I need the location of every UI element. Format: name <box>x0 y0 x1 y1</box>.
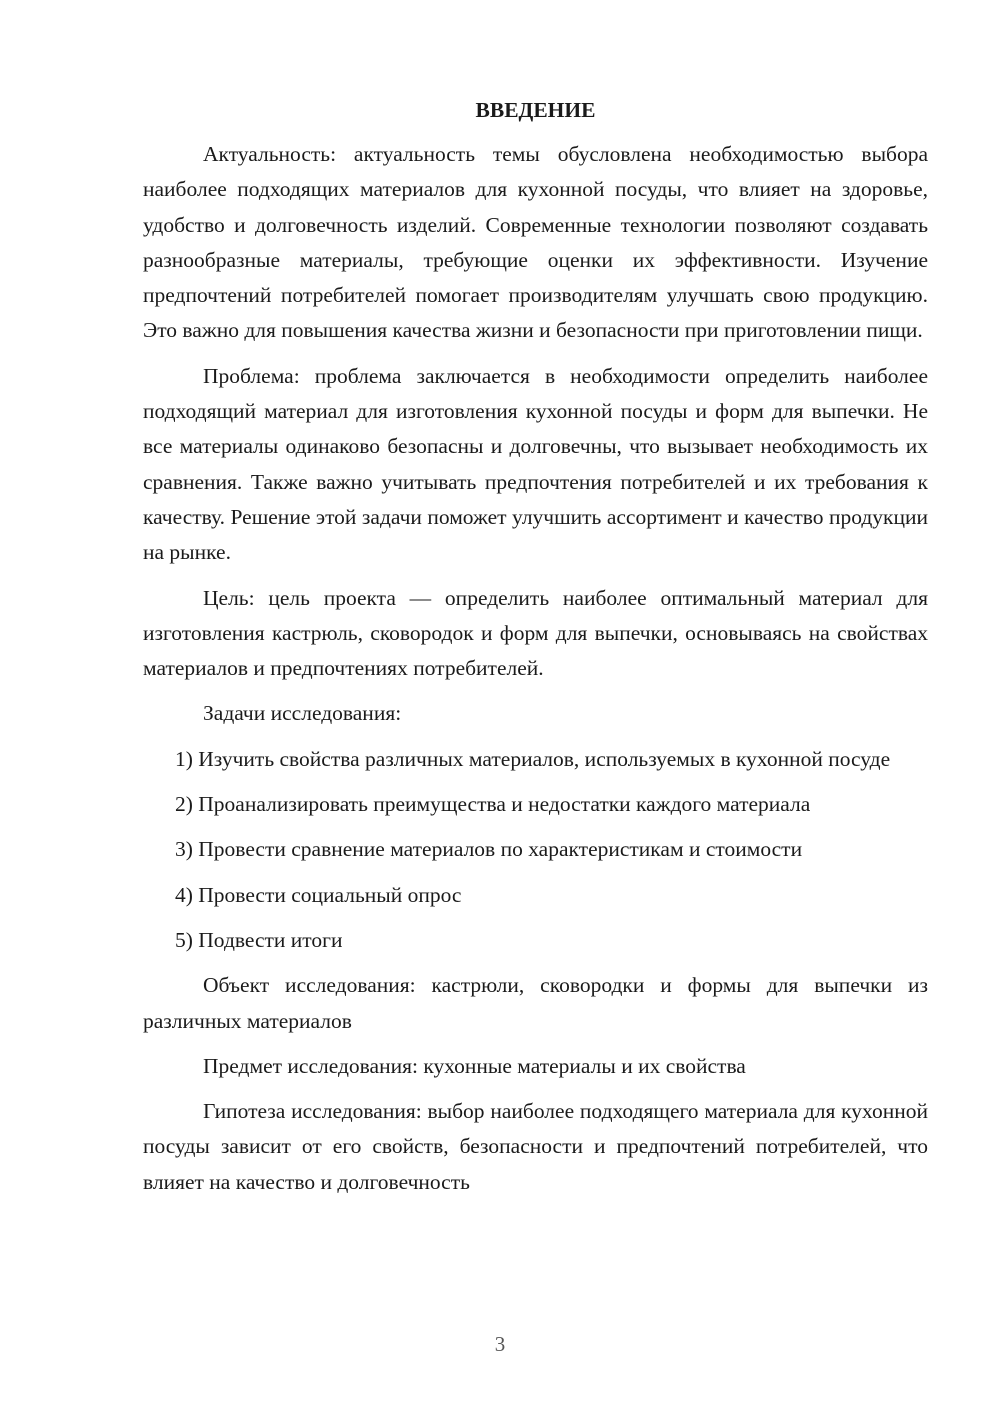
paragraph-hypothesis: Гипотеза исследования: выбор наиболее подходящего материала для кухонной посуды зависит от его свойств, безопасности и предпочтений потребителей, что влияет на качество и долговечность <box>143 1099 928 1194</box>
section-title: ВВЕДЕНИЕ <box>475 98 596 122</box>
task-item: 1) Изучить свойства различных материалов, используемых в кухонной посуде <box>175 746 891 771</box>
paragraph-relevance: Актуальность: актуальность темы обусловлена необходимостью выбора наиболее подходящих материалов для кухонной посуды, что влияет на здоровье, удобство и долговечность изделий. Современные технологии позволяют создавать разнообразные материалы, требующие оценки их эффективности. Изучение предпочтений потребителей помогает производителям улучшать свою продукцию. Это важно для повышения качества жизни и безопасности при приготовлении пищи. <box>143 142 928 343</box>
task-item: 2) Проанализировать преимущества и недостатки каждого материала <box>175 792 811 817</box>
tasks-heading: Задачи исследования: <box>203 701 402 726</box>
paragraph-goal: Цель: цель проекта — определить наиболее оптимальный материал для изготовления кастрюль, сковородок и форм для выпечки, основываясь на свойствах материалов и предпочтениях потребителей. <box>143 585 928 681</box>
document-page <box>143 93 928 1210</box>
paragraph-object: Объект исследования: кастрюли, сковородки и формы для выпечки из различных материалов <box>143 973 928 1033</box>
paragraph-problem: Проблема: проблема заключается в необходимости определить наиболее подходящий материал для изготовления кухонной посуды и форм для выпечки. Не все материалы одинаково безопасны и долговечны, что вызывает необходимость их сравнения. Также важно учитывать предпочтения потребителей и их требования к качеству. Решение этой задачи поможет улучшить ассортимент и качество продукции на рынке. <box>143 363 928 565</box>
task-item: 5) Подвести итоги <box>175 927 343 952</box>
page-number: 3 <box>494 1332 506 1356</box>
task-item: 4) Провести социальный опрос <box>175 882 462 907</box>
task-item: 3) Провести сравнение материалов по характеристикам и стоимости <box>175 837 803 862</box>
paragraph-subject: Предмет исследования: кухонные материалы и их свойства <box>203 1053 746 1078</box>
